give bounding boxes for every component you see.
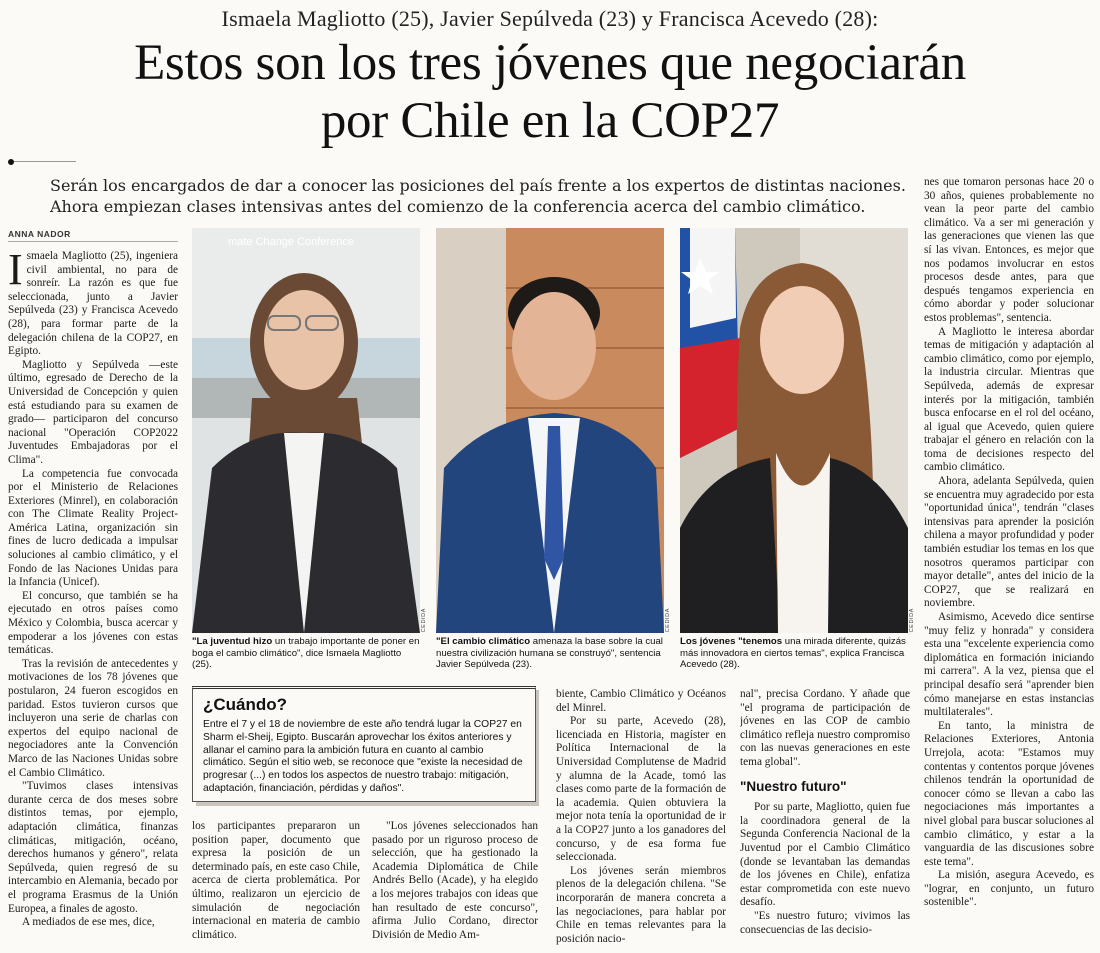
photo-javier-sepulveda: [436, 228, 664, 633]
photo-credit-3: CEDIDA: [909, 608, 915, 633]
col5-paragraph-2: "Es nuestro futuro; vivimos las consecuencias de las decisio-: [740, 909, 910, 936]
photo-credit-1: CEDIDA: [421, 608, 427, 633]
headline-line-2: por Chile en la COP27: [320, 93, 780, 149]
kicker: Ismaela Magliotto (25), Javier Sepúlveda (23) y Francisca Acevedo (28):: [221, 6, 879, 31]
box-body: Entre el 7 y el 18 de noviembre de este año tendrá lugar la COP27 en Sharm el-Sheij, Egipto. Buscarán aprovechar los éxitos anteriores y allanar el camino para la ambición futura en cuanto al cambio climático. Según el sitio web, se reconoce que "existe la necesidad de progresar (...) en todos los aspectos de nuestro trabajo: mitigación, adaptación, financiación, pérdidas y daños".: [203, 719, 523, 794]
col2-paragraph-1: los participantes prepararon un position paper, documento que expresa la posición de un determinado país, en este caso Chile, acerca de cierta problemática. Por último, realizaron un ejercicio de simulación de negociación internacional en materia de cambio climático.: [192, 820, 360, 941]
caption-2: "El cambio climático amenaza la base sobre la cual nuestra civilización humana se construyó", sentencia Javier Sepúlveda (23).: [436, 636, 663, 671]
section-dot: [8, 159, 14, 165]
col5-paragraph-0: nal", precisa Cordano. Y añade que "el programa de participación de jóvenes en las COP de cambio climático refleja nuestro compromiso con las nuevas generaciones en este tema global".: [740, 688, 910, 768]
column-2: [192, 820, 360, 948]
deck-line-1: Serán los encargados de dar a conocer las posiciones del país frente a los expertos de distintas naciones.: [50, 176, 906, 195]
photo-credit-2: CEDIDA: [665, 608, 671, 633]
col4-paragraph-2: Los jóvenes serán miembros plenos de la delegación chilena. "Se incorporarán de manera concreta a las negociaciones, para hablar por Chile en temas relevantes para la posición nacio-: [556, 864, 726, 945]
column-4: [556, 688, 726, 948]
col4-paragraph-0: biente, Cambio Climático y Océanos del Minrel.: [556, 688, 726, 714]
col1-paragraph-7: A mediados de ese mes, dice,: [22, 916, 155, 929]
sidebar-box-cuando: [192, 686, 536, 802]
col1-paragraph-3: La competencia fue convocada por el Ministerio de Relaciones Exteriores (Minrel), en colaboración con The Climate Reality Project-América Latina, organización sin fines de lucro dedicada a impulsar soluciones al cambio climático, y el Fondo de las Naciones Unidas para la Infancia (Unicef).: [8, 467, 178, 589]
caption-1: "La juventud hizo un trabajo importante de poner en boga el cambio climático", dice Ismaela Magliotto (25).: [192, 636, 420, 671]
headline: [0, 34, 1100, 150]
byline: ANNA NADOR: [8, 229, 71, 239]
col1-paragraph-4: El concurso, que también se ha ejecutado en otros países como México y Colombia, busca acercar y empoderar a los jóvenes con estas temáticas.: [8, 589, 178, 657]
col1-paragraph-5: Tras la revisión de antecedentes y motivaciones de los 78 jóvenes que postularon, 24 fueron escogidos en paridad. Estos tuvieron cursos que incluyeron una serie de charlas con expertos del equipo nacional de negociadores ante la Convención Marco de las Naciones Unidas sobre el Cambio Climático.: [8, 657, 178, 779]
col1-paragraph-2: Magliotto y Sepúlveda —este último, egresado de Derecho de la Universidad de Concepción y quien está estudiando para su examen de grado— participaron del concurso nacional "Operación COP2022 Juventudes Embajadoras por el Clima".: [8, 358, 178, 466]
col6-paragraph-4: En tanto, la ministra de Relaciones Exteriores, Antonia Urrejola, acota: "Estamos muy contentas y contentos porque jóvenes chilenos tendrán la oportunidad de conocer cómo se llevan a cabo las negociaciones más importantes a nivel global para buscar soluciones al cambio climático, y estar a la vanguardia de las discusiones sobre este tema".: [924, 719, 1094, 868]
col6-paragraph-3: Asimismo, Acevedo dice sentirse "muy feliz y honrada" y considera esta una "excelente experiencia como diplomática en formación iniciando mi carrera". A la vez, piensa que el principal desafío será "aprender bien cómo manejarse en estas instancias multilaterales".: [924, 611, 1094, 719]
col6-paragraph-1: A Magliotto le interesa abordar temas de mitigación y adaptación al cambio climático, como por ejemplo, la industria circular. Mientras que Sepúlveda, además de expresar interés por la mitigación, también busca enfocarse en el rol del océano, al igual que Acevedo, quien quiere trabajar el género en relación con la toma de decisiones respecto del cambio climático.: [924, 325, 1094, 474]
column-5: [740, 688, 910, 948]
subhead-nuestro-futuro: "Nuestro futuro": [740, 778, 847, 794]
box-shadow-bottom: [196, 802, 539, 806]
drop-cap: I: [8, 250, 23, 294]
headline-line-1: Estos son los tres jóvenes que negociarán: [134, 35, 966, 91]
byline-rule: [8, 241, 178, 242]
box-title: ¿Cuándo?: [203, 695, 288, 714]
col4-paragraph-1: Por su parte, Acevedo (28), licenciada en Historia, magíster en Política Internacional de la Universidad Complutense de Madrid y alumna de la Acade, tomó las clases como parte de la formación de la academia. Quien obtuviera la mejor nota tenía la oportunidad de ir a la COP27 junto a los ganadores del concurso, y de esa forma fue seleccionada.: [556, 715, 726, 864]
column-6: [924, 176, 1094, 948]
column-3: [372, 820, 538, 948]
section-rule: [14, 161, 76, 162]
caption-3: Los jóvenes "tenemos una mirada diferente, quizás más innovadora en ciertos temas", explica Francisca Acevedo (28).: [680, 636, 906, 671]
photo-ismaela-magliotto: [192, 228, 420, 633]
col1-paragraph-1: Ismaela Magliotto (25), ingeniera civil ambiental, no para de sonreír. La razón es que fue seleccionada, junto a Javier Sepúlveda (23) y Francisca Acevedo (28), para formar parte de la delegación chilena de la COP27, en Egipto.: [8, 250, 178, 358]
col6-paragraph-2: Ahora, adelanta Sepúlveda, quien se encuentra muy agradecido por esta "oportunidad única", tendrán "clases intensivas para aprender la posición chilena a mayor profundidad y poder también estudiar los temas en los que nosotros queramos participar con mayor detalle", antes del inicio de la COP27, que se realizará en noviembre.: [924, 475, 1094, 610]
deck: [50, 175, 910, 217]
col1-paragraph-6: "Tuvimos clases intensivas durante cerca de dos meses sobre distintos temas, por ejemplo, adaptación climática, finanzas climáticas, mitigación, océano, derechos humanos y género", relata Sepúlveda, quien regresó de su intercambio en Alemania, becado por el programa Erasmus de la Unión Europea, a finales de agosto.: [8, 780, 178, 915]
deck-line-2: Ahora empiezan clases intensivas antes del comienzo de la conferencia acerca del cambio climático.: [50, 197, 866, 216]
col6-paragraph-0: nes que tomaron personas hace 20 o 30 años, quienes probablemente no vean la peor parte del cambio climático. Va a ser mi generación y las generaciones que vienen las que sí las vivan. Entonces, es mejor que nos podamos involucrar en estos procesos desde antes, para que después tengamos experiencia en cómo abordar y poder solucionar estos problemas", sentencia.: [924, 176, 1094, 324]
col5-paragraph-1: Por su parte, Magliotto, quien fue la coordinadora general de la Segunda Conferencia Nacional de la Juventud por el Cambio Climático (donde se levantaban las demandas de los jóvenes en Chile), enfatiza estar comprometida con este nuevo desafío.: [740, 801, 910, 909]
col6-paragraph-5: La misión, asegura Acevedo, es "lograr, en conjunto, un futuro sostenible".: [924, 869, 1094, 909]
photo-francisca-acevedo: [680, 228, 908, 633]
photo1-backdrop-text: mate Change Conference: [228, 236, 354, 248]
column-1: [8, 250, 178, 948]
col3-paragraph-1: "Los jóvenes seleccionados han pasado por un riguroso proceso de selección, que ha gestionado la Academia Diplomática de Chile Andrés Bello (Acade), y ha elegido a los mejores trabajos con ideas que han resultado de este concurso", afirma Julio Cordano, director División de Medio Am-: [372, 820, 538, 941]
